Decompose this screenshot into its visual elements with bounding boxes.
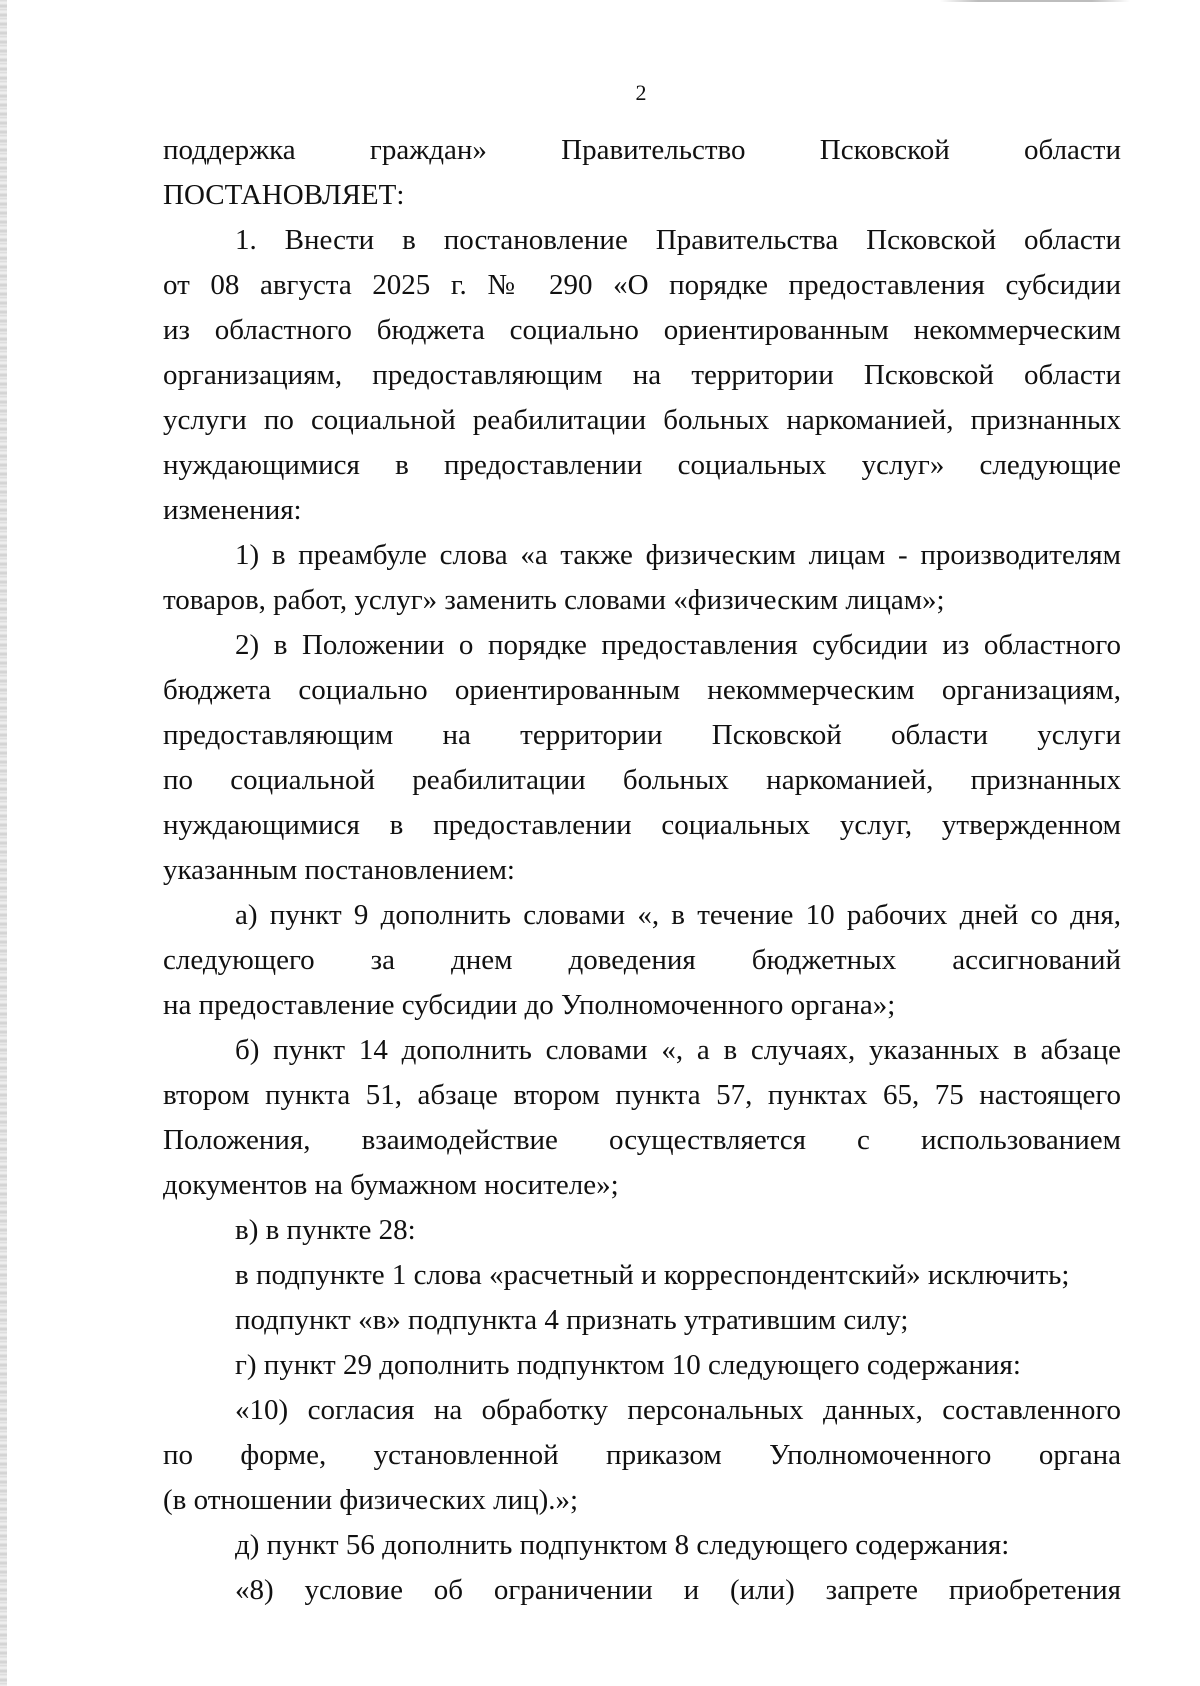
text-line: д) пункт 56 дополнить подпунктом 8 следующего содержания: [235,1529,1010,1561]
text-line: изменения: [163,494,302,526]
text-line: 2) в Положении о порядке предоставления субсидии из областного [235,629,1121,661]
text-line: поддержка граждан» Правительство Псковской области [163,134,1121,166]
text-line: из областного бюджета социально ориентированным некоммерческим [163,314,1121,346]
text-line: следующего за днем доведения бюджетных ассигнований [163,944,1121,976]
text-line: втором пункта 51, абзаце втором пункта 57, пунктах 65, 75 настоящего [163,1079,1121,1111]
page-number: 2 [635,80,647,105]
text-line: услуги по социальной реабилитации больных наркоманией, признанных [163,404,1121,436]
scan-edge-shadow [0,0,7,1686]
text-line: организациям, предоставляющим на территории Псковской области [163,359,1121,391]
text-line: от 08 августа 2025 г. № 290 «О порядке предоставления субсидии [163,269,1121,301]
text-line: указанным постановлением: [163,854,515,886]
text-line: Положения, взаимодействие осуществляется с использованием [163,1124,1121,1156]
text-line: ПОСТАНОВЛЯЕТ: [163,179,405,211]
text-line: а) пункт 9 дополнить словами «, в течение 10 рабочих дней со дня, [235,899,1121,931]
text-line: «10) согласия на обработку персональных данных, составленного [235,1394,1121,1426]
text-line: г) пункт 29 дополнить подпунктом 10 следующего содержания: [235,1349,1021,1381]
text-line: «8) условие об ограничении и (или) запрете приобретения [235,1574,1121,1606]
text-line: нуждающимися в предоставлении социальных услуг» следующие [163,449,1121,481]
text-line: в подпункте 1 слова «расчетный и корреспондентский» исключить; [235,1259,1070,1291]
scan-top-mark [940,0,1130,2]
text-line: подпункт «в» подпункта 4 признать утратившим силу; [235,1304,909,1336]
text-line: по форме, установленной приказом Уполномоченного органа [163,1439,1121,1471]
text-line: 1) в преамбуле слова «а также физическим лицам - производителям [235,539,1121,571]
text-line: б) пункт 14 дополнить словами «, а в случаях, указанных в абзаце [235,1034,1121,1066]
text-line: в) в пункте 28: [235,1214,416,1246]
text-line: товаров, работ, услуг» заменить словами «физическим лицам»; [163,584,945,616]
text-line: 1. Внести в постановление Правительства Псковской области [235,224,1121,256]
text-line: нуждающимися в предоставлении социальных услуг, утвержденном [163,809,1121,841]
text-line: документов на бумажном носителе»; [163,1169,619,1201]
text-line: на предоставление субсидии до Уполномоченного органа»; [163,989,896,1021]
text-line: по социальной реабилитации больных наркоманией, признанных [163,764,1121,796]
text-line: предоставляющим на территории Псковской области услуги [163,719,1121,751]
document-body [163,128,1121,1613]
text-line: (в отношении физических лиц).»; [163,1484,579,1516]
text-line: бюджета социально ориентированным некоммерческим организациям, [163,674,1121,706]
